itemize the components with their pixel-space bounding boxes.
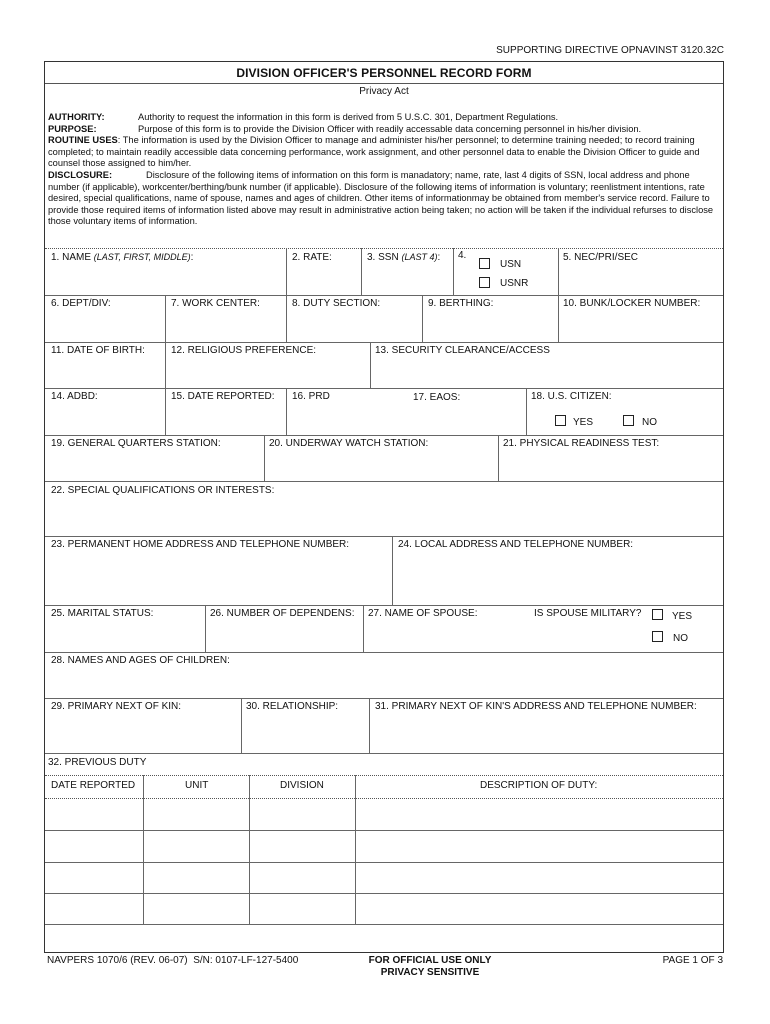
spouse-military-yes-label: YES xyxy=(672,611,693,622)
date-of-birth-field[interactable]: 11. DATE OF BIRTH: xyxy=(51,345,145,356)
ssn-colon: : xyxy=(437,252,441,263)
purpose-label: PURPOSE: xyxy=(48,123,97,134)
authority-label: AUTHORITY: xyxy=(48,112,105,122)
authority-line xyxy=(48,112,720,124)
marital-status-field[interactable]: 25. MARITAL STATUS: xyxy=(51,608,154,619)
column-divider xyxy=(392,536,393,605)
form-number xyxy=(47,955,298,966)
column-divider xyxy=(165,295,166,342)
column-divider xyxy=(361,248,362,295)
ssn-field[interactable] xyxy=(367,252,440,263)
children-field[interactable]: 28. NAMES AND AGES OF CHILDREN: xyxy=(51,655,230,666)
column-divider xyxy=(264,435,265,481)
row-divider xyxy=(45,605,723,606)
name-label: 1. NAME xyxy=(51,252,92,263)
official-use-text: FOR OFFICIAL USE ONLY xyxy=(368,955,492,966)
routine-uses-label: ROUTINE USES xyxy=(48,135,118,146)
name-field[interactable] xyxy=(51,252,193,263)
ssn-label: 3. SSN xyxy=(367,252,399,263)
special-qualifications-field[interactable]: 22. SPECIAL QUALIFICATIONS OR INTERESTS: xyxy=(51,485,275,496)
row-divider xyxy=(45,753,723,754)
disclosure-line xyxy=(48,170,720,228)
form-frame xyxy=(44,61,724,953)
form-title: DIVISION OFFICER'S PERSONNEL RECORD FORM xyxy=(236,66,532,80)
spouse-military-no-checkbox[interactable] xyxy=(652,631,663,642)
column-divider xyxy=(286,248,287,295)
citizen-yes-checkbox[interactable] xyxy=(555,415,566,426)
table-column-divider xyxy=(249,775,250,924)
usn-label: USN xyxy=(500,259,522,270)
column-divider xyxy=(165,388,166,435)
usn-checkbox[interactable] xyxy=(479,258,490,269)
row-divider xyxy=(45,536,723,537)
underway-watch-field[interactable]: 20. UNDERWAY WATCH STATION: xyxy=(269,438,429,449)
column-divider xyxy=(363,605,364,652)
row-divider xyxy=(45,698,723,699)
directive-reference: SUPPORTING DIRECTIVE OPNAVINST 3120.32C xyxy=(496,45,724,56)
column-divider xyxy=(241,698,242,753)
physical-readiness-field[interactable]: 21. PHYSICAL READINESS TEST: xyxy=(503,438,660,449)
purpose-line xyxy=(48,124,720,136)
column-divider xyxy=(453,248,454,295)
routine-uses-text: : The information is used by the Division Officer to manage and administer his/her personnel; to determine training needed; to record training completed; to maintain readily accessible data concerning performance, work assignment, and other personnel data to enable the Division Officer to guide and counsel those assigned to him/her. xyxy=(48,135,700,169)
serial-number: S/N: 0107-LF-127-5400 xyxy=(193,955,299,966)
citizen-no-label: NO xyxy=(642,417,657,428)
eaos-field[interactable]: 17. EAOS: xyxy=(413,392,461,403)
duty-section-field[interactable]: 8. DUTY SECTION: xyxy=(292,298,381,309)
table-column-divider xyxy=(143,775,144,924)
name-hint: (LAST, FIRST, MIDDLE) xyxy=(93,252,191,262)
column-divider xyxy=(165,342,166,388)
column-header-description: DESCRIPTION OF DUTY: xyxy=(480,780,598,791)
form-number-text: NAVPERS 1070/6 (REV. 06-07) xyxy=(47,955,188,966)
prd-field[interactable]: 16. PRD xyxy=(292,391,330,402)
relationship-field[interactable]: 30. RELATIONSHIP: xyxy=(246,701,339,712)
row-divider xyxy=(45,295,723,296)
disclosure-text: Disclosure of the following items of information on this form is manadatory; name, rate, last 4 digits of SSN, local address and phone number (if applicable), workcenter/berthing/bunk number (if applicable). Disclosure of the following items of information is voluntary; reenlistment intentions, rate desired, special qualifications, name of spouse, names and ages of children. Other items of informationmay be obtained from member's service record. Failure to provide those required items of information listed above may result in administrative action being taken; no action will be taken if the individual refurses to disclose those voluntary items of information. xyxy=(48,169,714,227)
spouse-military-label: IS SPOUSE MILITARY? xyxy=(534,608,642,619)
bunk-locker-field[interactable]: 10. BUNK/LOCKER NUMBER: xyxy=(563,298,701,309)
usnr-checkbox[interactable] xyxy=(479,277,490,288)
security-clearance-field[interactable]: 13. SECURITY CLEARANCE/ACCESS xyxy=(375,345,550,356)
work-center-field[interactable]: 7. WORK CENTER: xyxy=(171,298,260,309)
date-reported-field[interactable]: 15. DATE REPORTED: xyxy=(171,391,275,402)
previous-duty-heading: 32. PREVIOUS DUTY xyxy=(48,757,147,768)
spouse-name-field[interactable]: 27. NAME OF SPOUSE: xyxy=(368,608,478,619)
religious-preference-field[interactable]: 12. RELIGIOUS PREFERENCE: xyxy=(171,345,317,356)
authority-text: Authority to request the information in this form is derived from 5 U.S.C. 301, Department Regulations. xyxy=(138,112,559,122)
next-of-kin-address-field[interactable]: 31. PRIMARY NEXT OF KIN'S ADDRESS AND TELEPHONE NUMBER: xyxy=(375,701,697,712)
row-divider xyxy=(45,775,723,776)
table-row-line xyxy=(45,830,723,831)
column-header-unit: UNIT xyxy=(185,780,209,791)
column-header-division: DIVISION xyxy=(280,780,324,791)
table-row-line xyxy=(45,924,723,925)
table-row-line xyxy=(45,798,723,799)
page-number: PAGE 1 OF 3 xyxy=(662,955,723,966)
berthing-field[interactable]: 9. BERTHING: xyxy=(428,298,494,309)
row-divider xyxy=(45,481,723,482)
citizen-no-checkbox[interactable] xyxy=(623,415,634,426)
table-column-divider xyxy=(355,775,356,924)
table-row-line xyxy=(45,862,723,863)
component-label: 4. xyxy=(458,250,467,261)
row-divider xyxy=(45,388,723,389)
routine-uses-line xyxy=(48,135,720,170)
column-divider xyxy=(498,435,499,481)
column-divider xyxy=(205,605,206,652)
table-row-line xyxy=(45,893,723,894)
local-address-field[interactable]: 24. LOCAL ADDRESS AND TELEPHONE NUMBER: xyxy=(398,539,634,550)
ssn-hint: (LAST 4) xyxy=(401,252,438,262)
column-divider xyxy=(558,248,559,295)
dependents-field[interactable]: 26. NUMBER OF DEPENDENS: xyxy=(210,608,355,619)
adbd-field[interactable]: 14. ADBD: xyxy=(51,391,98,402)
usnr-label: USNR xyxy=(500,278,529,289)
column-header-date-reported: DATE REPORTED xyxy=(51,780,136,791)
name-colon: : xyxy=(190,252,194,263)
title-divider xyxy=(45,83,723,84)
column-divider xyxy=(558,295,559,342)
general-quarters-field[interactable]: 19. GENERAL QUARTERS STATION: xyxy=(51,438,221,449)
row-divider xyxy=(45,248,723,249)
next-of-kin-field[interactable]: 29. PRIMARY NEXT OF KIN: xyxy=(51,701,182,712)
dept-div-field[interactable]: 6. DEPT/DIV: xyxy=(51,298,111,309)
column-divider xyxy=(526,388,527,435)
column-divider xyxy=(370,342,371,388)
row-divider xyxy=(45,652,723,653)
us-citizen-label: 18. U.S. CITIZEN: xyxy=(531,391,612,402)
purpose-text: Purpose of this form is to provide the Division Officer with readily accessable data concerning personnel in his/her division. xyxy=(138,123,642,134)
nec-field[interactable]: 5. NEC/PRI/SEC xyxy=(563,252,639,263)
column-divider xyxy=(286,295,287,342)
row-divider xyxy=(45,342,723,343)
privacy-statement xyxy=(48,112,720,228)
spouse-military-yes-checkbox[interactable] xyxy=(652,609,663,620)
privacy-act-heading: Privacy Act xyxy=(359,86,409,97)
column-divider xyxy=(369,698,370,753)
privacy-sensitive-text: PRIVACY SENSITIVE xyxy=(380,967,480,978)
column-divider xyxy=(286,388,287,435)
spouse-military-no-label: NO xyxy=(673,633,688,644)
row-divider xyxy=(45,435,723,436)
disclosure-label: DISCLOSURE: xyxy=(48,169,113,180)
column-divider xyxy=(422,295,423,342)
rate-field[interactable]: 2. RATE: xyxy=(292,252,332,263)
citizen-yes-label: YES xyxy=(573,417,594,428)
permanent-address-field[interactable]: 23. PERMANENT HOME ADDRESS AND TELEPHONE NUMBER: xyxy=(51,539,350,550)
classification-marking xyxy=(330,955,530,979)
